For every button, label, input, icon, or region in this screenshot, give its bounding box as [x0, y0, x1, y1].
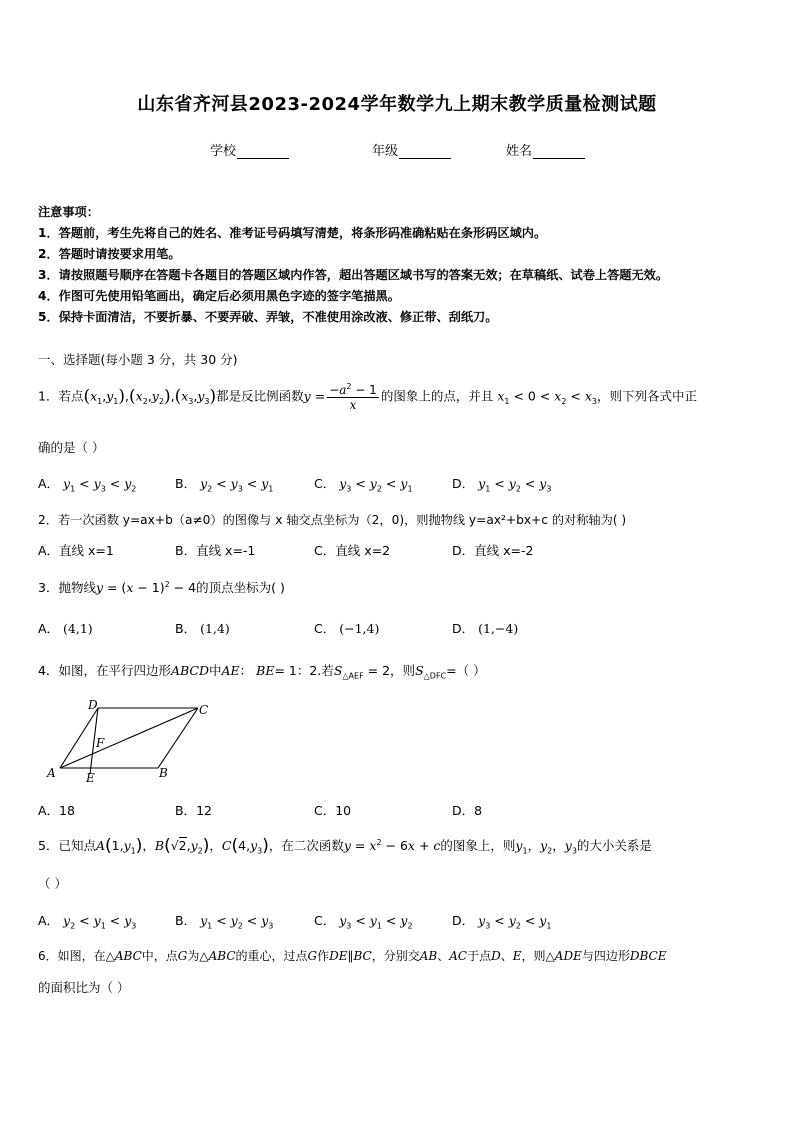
question-5: 5．已知点$A(1,y_1)$，$B(√2,y_2)$，$C(4,y_3)$，在二次函数$y = x^2 - 6x + c$的图象上，则$y_1$，$y_2$，$y_3$的大小关系是 [38, 836, 652, 856]
q1-text: 的图象上的点，并且 [380, 388, 494, 404]
school-label: 学校 [210, 144, 237, 159]
question-4: 4．如图，在平行四边形ABCD中AE： BE= 1：2.若$S_{\triangle AEF} = 2$，则$S_{\triangle DFC}=$（ ） [38, 663, 486, 681]
q1-text: 都是反比例函数 [216, 388, 304, 404]
q3-text: 的顶点坐标为( ) [196, 580, 285, 595]
option-b[interactable]: B． $y_1 < y_2 < y_3$ [175, 913, 274, 931]
q4-text: ，则 [390, 663, 416, 678]
q5-text: 的图象上，则 [440, 838, 516, 853]
option-c[interactable]: C．10 [314, 803, 352, 818]
option-b[interactable]: B． (1,4) [175, 621, 230, 636]
grade-label: 年级 [372, 144, 399, 159]
label-d: D [88, 698, 98, 712]
question-3: 3．抛物线$y = (x - 1)^2 - 4$的顶点坐标为( ) [38, 579, 285, 595]
q6-text: 的重心，过点 [235, 949, 308, 963]
question-1: 1．若点$(x_1,y_1),(x_2,y_2),(x_3,y_3)$都是反比例函数y = $\frac{-a^2 - 1}{x}$ 的图象上的点，并且 $x_1 < 0 < x_2 < x_3$，则下列各式中正 [38, 382, 698, 412]
name-label: 姓名 [506, 144, 533, 159]
option-d[interactable]: D．直线 x=-2 [452, 543, 534, 558]
q4-text: = 1：2.若 [274, 663, 334, 678]
grade-field [372, 140, 451, 159]
option-c[interactable]: C． (−1,4) [314, 621, 380, 636]
q1-text: ，则下列各式中正 [597, 388, 698, 404]
q4-text: 中 [209, 663, 222, 678]
option-a[interactable]: A． (4,1) [38, 621, 93, 636]
q6-text: 为△ [187, 949, 209, 963]
school-blank[interactable] [237, 145, 289, 159]
name-field [506, 140, 585, 159]
option-c[interactable]: C． $y_3 < y_1 < y_2$ [314, 913, 413, 931]
option-c[interactable]: C．直线 x=2 [314, 543, 391, 558]
q1-text: 1．若点 [38, 388, 84, 404]
option-c[interactable]: C． $y_3 < y_2 < y_1$ [314, 476, 413, 494]
question-2: 2．若一次函数 y=ax+b（a≠0）的图像与 x 轴交点坐标为（2，0)，则抛物线 y=ax²+bx+c 的对称轴为( ) [38, 513, 627, 527]
page-title: 山东省齐河县2023-2024学年数学九上期末教学质量检测试题 [137, 94, 657, 115]
label-f: F [96, 736, 105, 750]
question-6: 6．如图，在△ABC中，点G为△ABC的重心，过点G作DE∥BC，分别交AB、AC于点D、E，则△ADE与四边形DBCE [38, 949, 667, 963]
notice-item: 4．作图可先使用铅笔画出，确定后必须用黑色字迹的签字笔描黑。 [38, 289, 400, 303]
q4-text: 4．如图，在平行四边形 [38, 663, 171, 678]
label-c: C [199, 703, 209, 717]
parallelogram-figure [40, 696, 220, 788]
name-blank[interactable] [533, 145, 585, 159]
q5-text: （ ） [38, 876, 67, 891]
q3-text: 3．抛物线 [38, 580, 96, 595]
q6-text: ，分别交 [371, 949, 420, 963]
section-heading: 一、选择题(每小题 3 分，共 30 分) [38, 352, 238, 367]
school-field [210, 140, 289, 159]
option-a[interactable]: A．18 [38, 803, 75, 818]
q6-text: 中，点 [141, 949, 178, 963]
q6-text: 作 [317, 949, 330, 963]
q6-text: 、 [437, 949, 450, 963]
option-d[interactable]: D． (1,−4) [452, 621, 519, 636]
fraction: $\frac{-a^2 - 1}{x}$ [329, 382, 377, 412]
option-b[interactable]: B． $y_2 < y_3 < y_1$ [175, 476, 274, 494]
q6-text: 6．如图，在△ [38, 949, 115, 963]
q1-text: 确的是（ ） [38, 440, 105, 455]
q6-text: ，则△ [521, 949, 555, 963]
q5-text: 5．已知点 [38, 838, 96, 853]
q6-text: 与四边形 [581, 949, 630, 963]
option-d[interactable]: D． $y_3 < y_2 < y_1$ [452, 913, 552, 931]
notice-item: 3．请按照题号顺序在答题卡各题目的答题区域内作答，超出答题区域书写的答案无效；在草稿纸、试卷上答题无效。 [38, 268, 669, 282]
option-a[interactable]: A． $y_1 < y_3 < y_2$ [38, 476, 137, 494]
label-a: A [47, 766, 56, 780]
option-d[interactable]: D．8 [452, 803, 483, 818]
q5-text: 的大小关系是 [576, 838, 652, 853]
notice-item: 1．答题前，考生先将自己的姓名、准考证号码填写清楚，将条形码准确粘贴在条形码区域内。 [38, 226, 547, 240]
option-b[interactable]: B．12 [175, 803, 212, 818]
option-d[interactable]: D． $y_1 < y_2 < y_3$ [452, 476, 552, 494]
notice-heading: 注意事项： [38, 205, 99, 219]
notice-item: 5．保持卡面清洁，不要折暴、不要弄破、弄皱，不准使用涂改液、修正带、刮纸刀。 [38, 310, 498, 324]
notice-item: 2．答题时请按要求用笔。 [38, 247, 181, 261]
option-a[interactable]: A．直线 x=1 [38, 543, 114, 558]
option-b[interactable]: B．直线 x=-1 [175, 543, 256, 558]
q4-text: =（ ） [446, 663, 486, 678]
option-a[interactable]: A． $y_2 < y_1 < y_3$ [38, 913, 137, 931]
grade-blank[interactable] [399, 145, 451, 159]
q5-text: ，在二次函数 [268, 838, 344, 853]
q4-text: ： [239, 663, 253, 678]
label-e: E [86, 771, 95, 785]
label-b: B [159, 766, 168, 780]
q6-text: 的面积比为（ ） [38, 980, 130, 995]
q6-text: 于点 [467, 949, 492, 963]
